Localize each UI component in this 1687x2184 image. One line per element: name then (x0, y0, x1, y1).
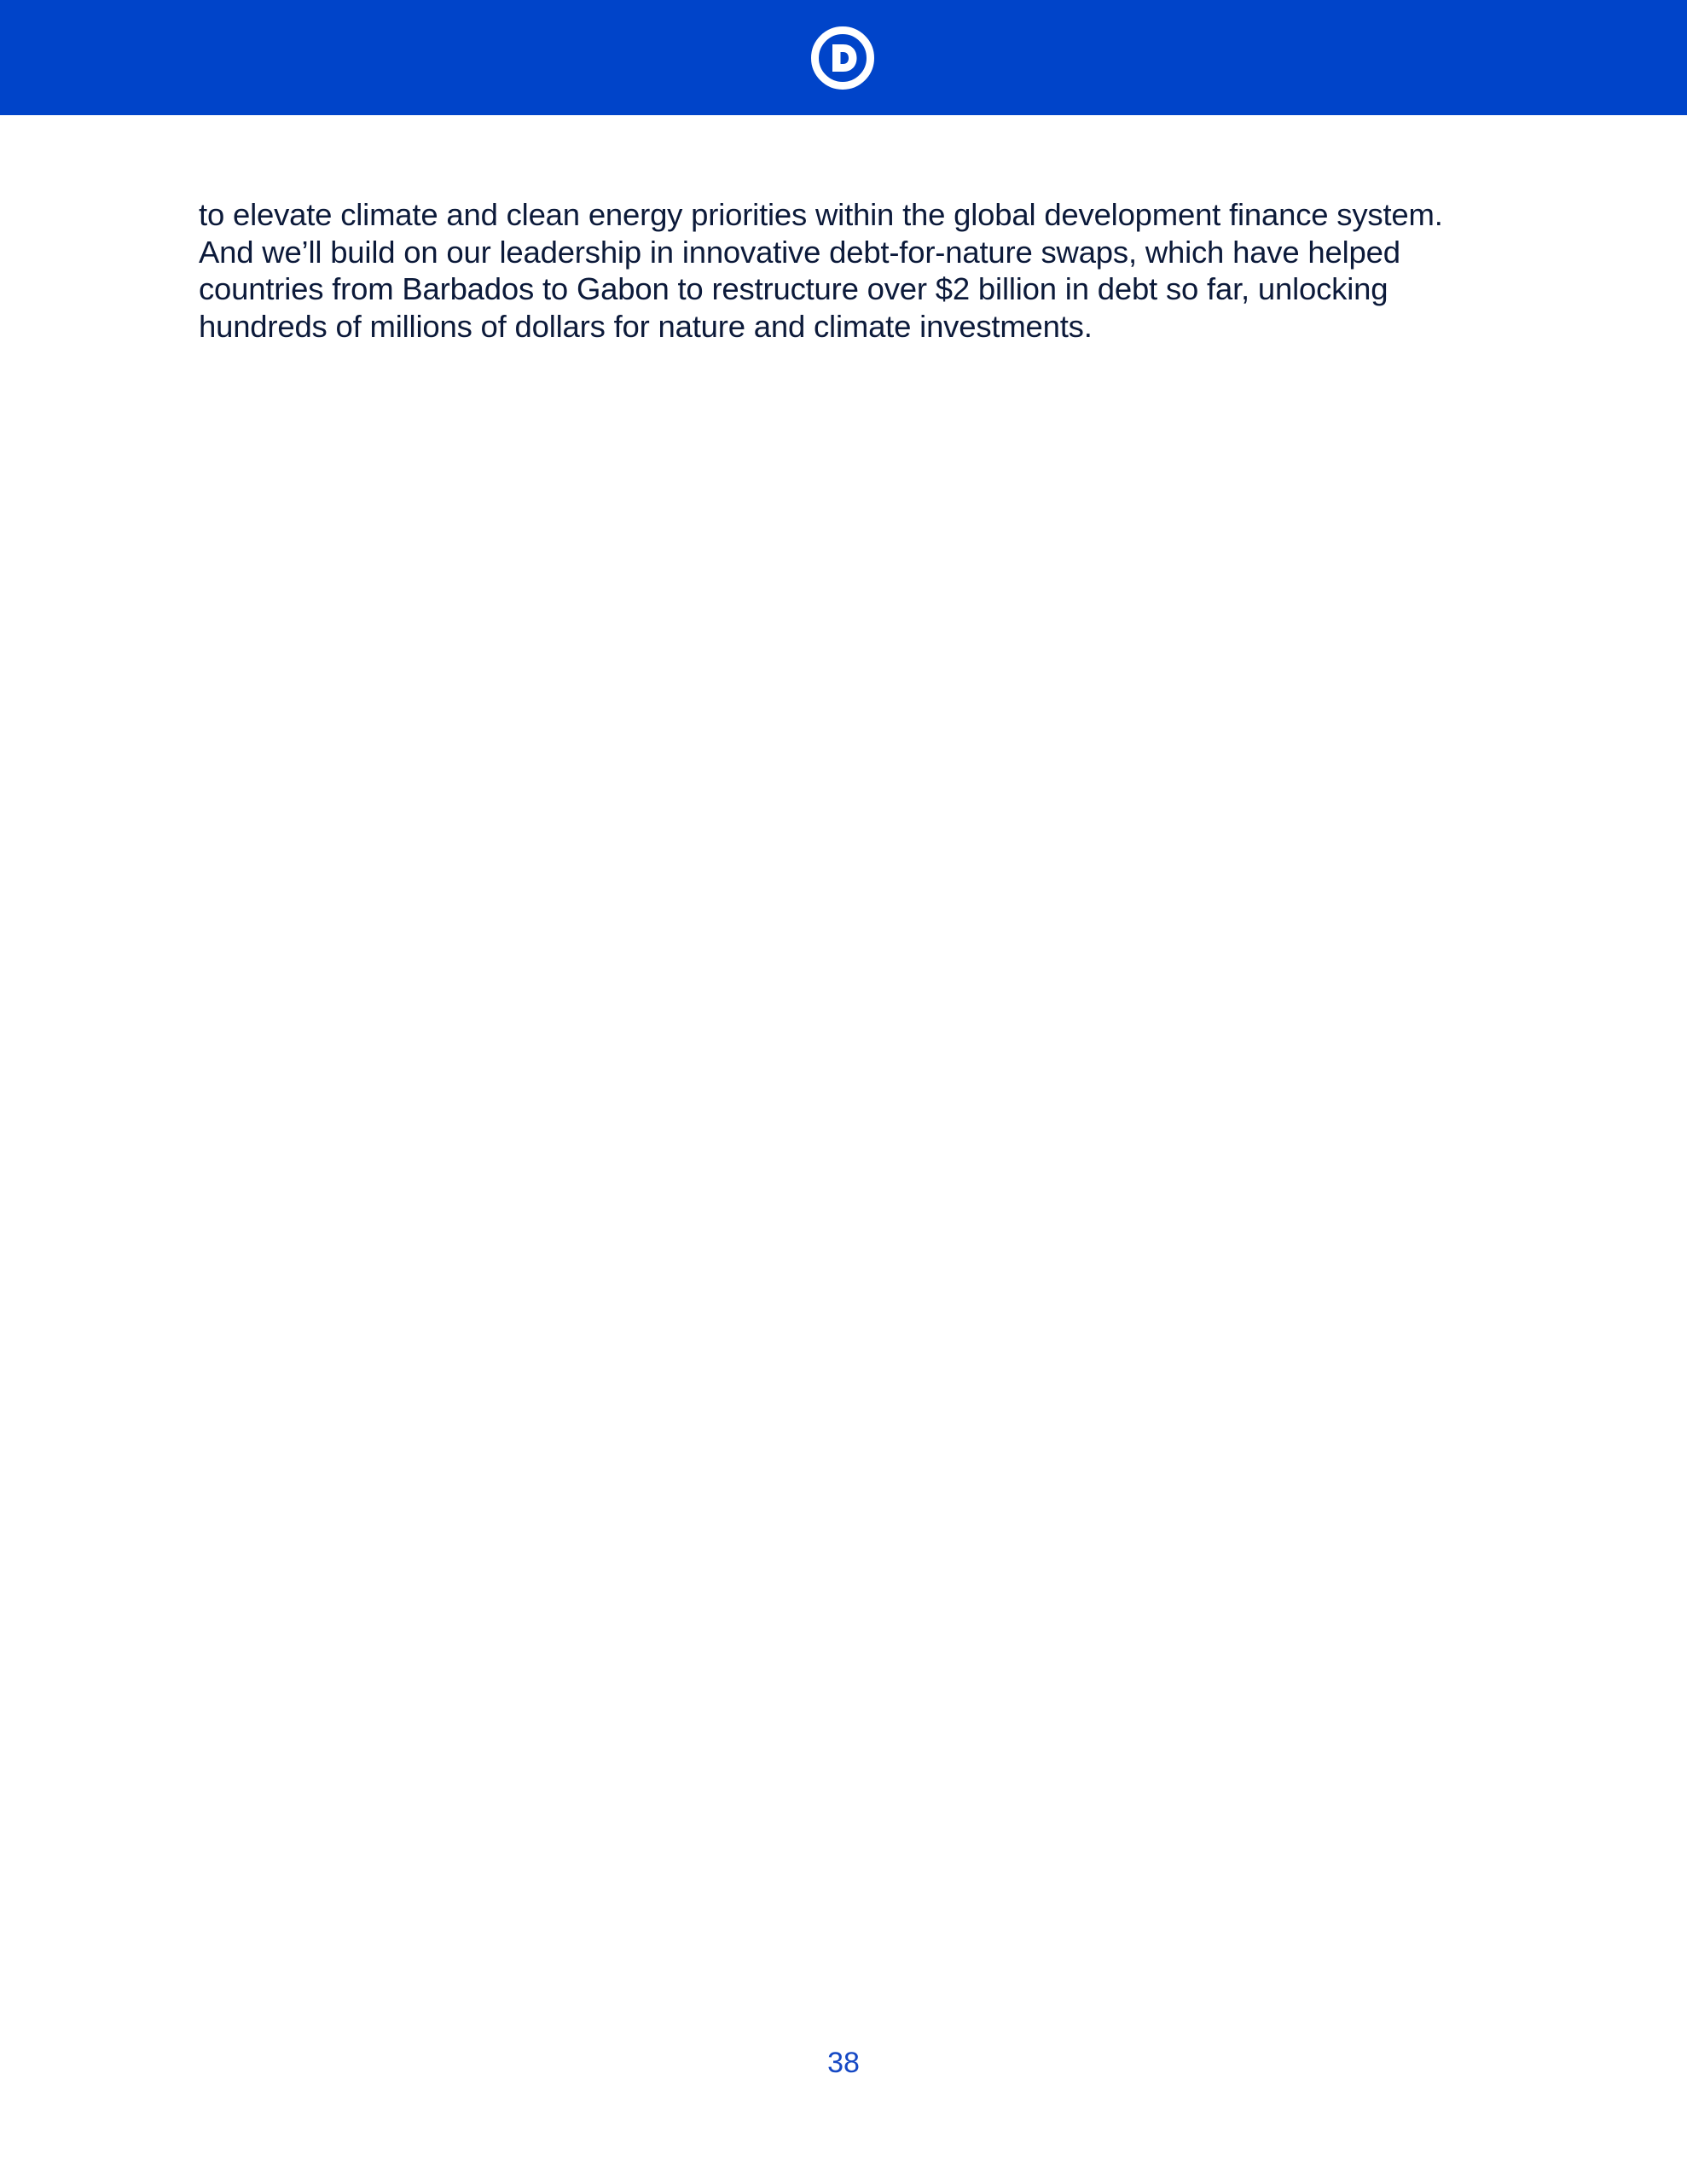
body-paragraph (199, 196, 1504, 345)
paragraph-line: to elevate climate and clean energy priorities within the global development finance system. (199, 197, 1443, 232)
democratic-party-d-logo-icon (810, 26, 875, 90)
paragraph-line: And we’ll build on our leadership in innovative debt-for-nature swaps, which have helped (199, 234, 1400, 270)
page-number: 38 (827, 2047, 860, 2079)
paragraph-line: hundreds of millions of dollars for nature and climate investments. (199, 308, 1093, 344)
paragraph-line: countries from Barbados to Gabon to restructure over $2 billion in debt so far, unlocking (199, 271, 1388, 306)
top-banner (0, 0, 1687, 115)
